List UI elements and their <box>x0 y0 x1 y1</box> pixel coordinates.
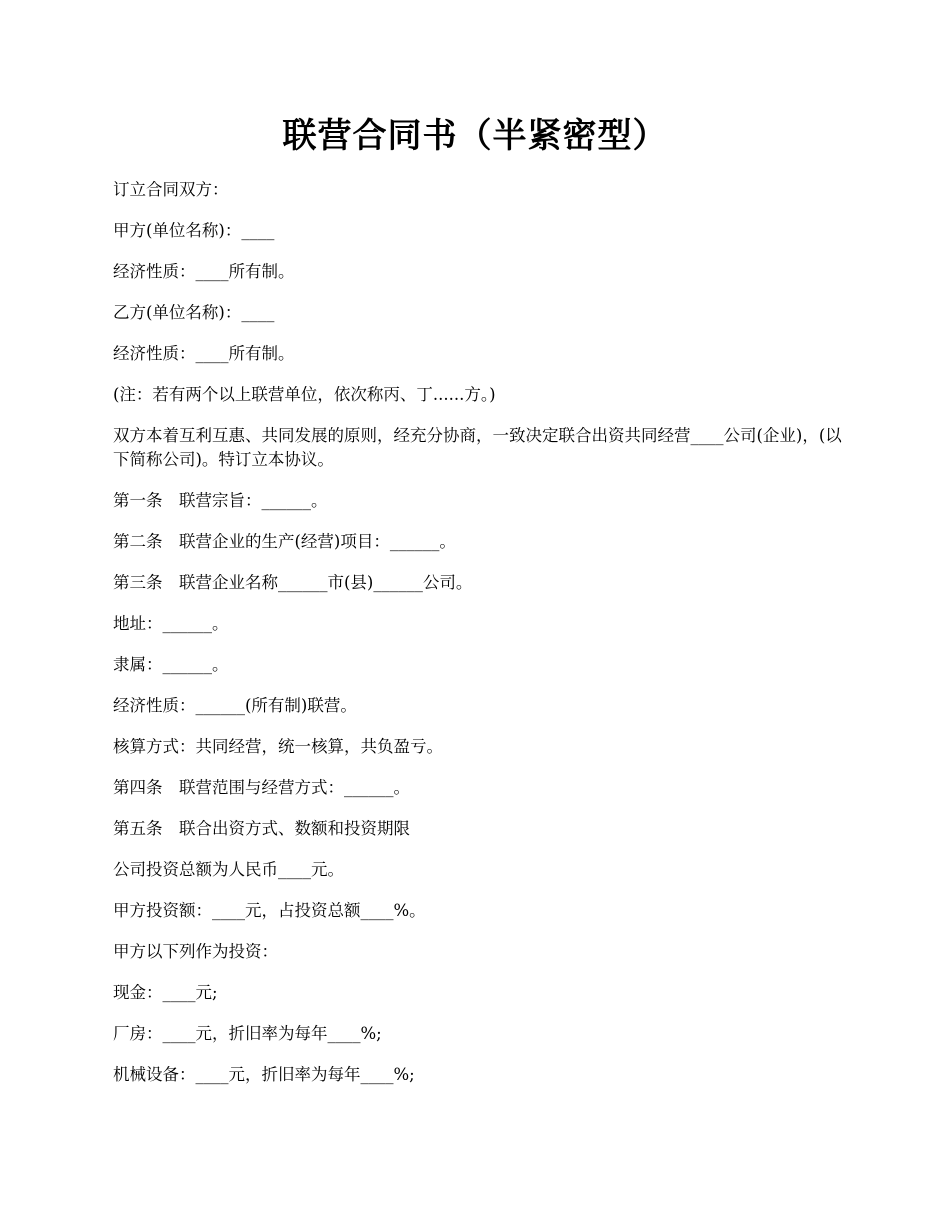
paragraph-accounting: 核算方式：共同经营，统一核算，共负盈亏。 <box>113 737 443 756</box>
paragraph-party-a-name: 甲方(单位名称)：____ <box>113 221 275 240</box>
paragraph-article-4: 第四条 联营范围与经营方式：______。 <box>113 778 410 797</box>
paragraph-party-b-name: 乙方(单位名称)：____ <box>113 303 275 322</box>
paragraph-machinery: 机械设备：____元，折旧率为每年____%; <box>113 1065 415 1084</box>
paragraph-party-a-investment: 甲方投资额：____元，占投资总额____%。 <box>113 901 426 920</box>
paragraph-article-5: 第五条 联合出资方式、数额和投资期限 <box>113 819 410 838</box>
paragraph-cash: 现金：____元; <box>113 983 218 1002</box>
paragraph-party-a-nature: 经济性质：____所有制。 <box>113 262 295 281</box>
document-body <box>113 178 843 1104</box>
paragraph-address: 地址：______。 <box>113 614 229 633</box>
paragraph-article-3: 第三条 联营企业名称______市(县)______公司。 <box>113 573 473 592</box>
paragraph-article-1: 第一条 联营宗旨：______。 <box>113 491 328 510</box>
document-title: 联营合同书（半紧密型） <box>282 116 668 156</box>
paragraph-parties-intro: 订立合同双方： <box>113 180 229 199</box>
paragraph-party-b-nature: 经济性质：____所有制。 <box>113 344 295 363</box>
paragraph-note: (注：若有两个以上联营单位，依次称丙、丁......方。) <box>113 385 496 404</box>
paragraph-party-a-items: 甲方以下列作为投资： <box>113 942 278 961</box>
paragraph-preamble: 双方本着互利互惠、共同发展的原则，经充分协商，一致决定联合出资共同经营____公司(企业)，(以下简称公司)。特订立本协议。 <box>113 426 842 469</box>
paragraph-total-investment: 公司投资总额为人民币____元。 <box>113 860 344 879</box>
paragraph-affiliation: 隶属：______。 <box>113 655 229 674</box>
paragraph-article-2: 第二条 联营企业的生产(经营)项目：______。 <box>113 532 456 551</box>
paragraph-economic-nature: 经济性质：______(所有制)联营。 <box>113 696 357 715</box>
paragraph-plant: 厂房：____元，折旧率为每年____%; <box>113 1024 382 1043</box>
